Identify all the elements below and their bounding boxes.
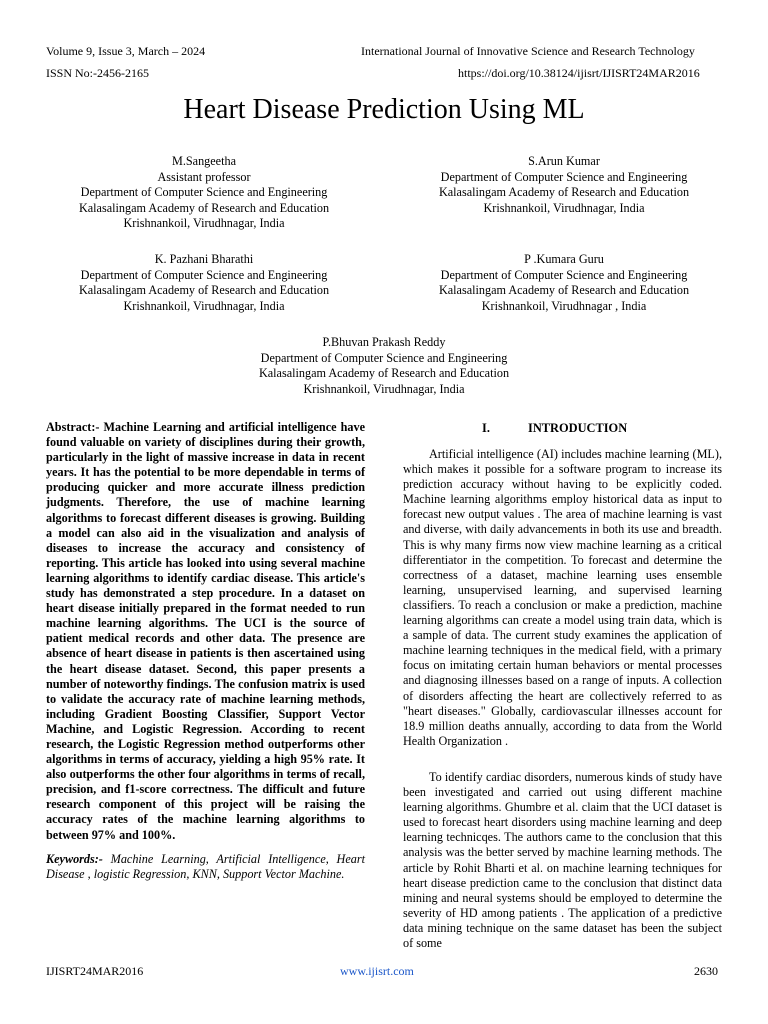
footer-website-link[interactable]: www.ijisrt.com: [340, 964, 414, 978]
section-number: I.: [482, 421, 490, 435]
author-department: Department of Computer Science and Engineering: [80, 267, 328, 282]
intro-paragraph-2: To identify cardiac disorders, numerous kinds of study have been investigated and carried out using different machine learning algorithms. Ghumbre et al. claim that the UCI dataset is used to forecast heart disorders using machine learning and deep learning technicqes. The authors came to the conclusion that this analysis was the better served by machine learning methods. The article by Rohit Bharti et al. on machine learning techniques for heart disease prediction came to the conclusion that distinct data mining and neural systems should be employed to determine the severity of HD among patients . The application of a predictive data mining technique on the same dataset has been the subject of some: [403, 770, 722, 951]
keywords-label: Keywords:-: [46, 852, 103, 866]
author-institution: Kalasalingam Academy of Research and Education: [258, 366, 510, 380]
author-block-1: [34, 154, 374, 232]
author-name: S.Arun Kumar: [528, 154, 600, 168]
author-block-3: [34, 252, 374, 314]
author-location: Krishnankoil, Virudhnagar, India: [123, 298, 285, 313]
author-institution: Kalasalingam Academy of Research and Education: [438, 185, 690, 199]
author-name: P.Bhuvan Prakash Reddy: [322, 335, 446, 349]
section-title: INTRODUCTION: [528, 421, 628, 435]
author-department: Department of Computer Science and Engineering: [80, 185, 328, 199]
author-institution: Kalasalingam Academy of Research and Education: [78, 283, 330, 297]
keywords-list: Machine Learning, Artificial Intelligence, Heart Disease , logistic Regression, KNN, Support Vector Machine.: [46, 852, 365, 882]
header-journal: International Journal of Innovative Science and Research Technology: [361, 44, 695, 58]
author-location: Krishnankoil, Virudhnagar, India: [123, 216, 285, 230]
author-block-5: [214, 335, 554, 397]
header-volume: Volume 9, Issue 3, March – 2024: [46, 44, 206, 58]
header-issn: ISSN No:-2456-2165: [46, 66, 150, 80]
keywords-paragraph: [46, 852, 365, 882]
author-department: Department of Computer Science and Engineering: [440, 267, 688, 282]
header-doi[interactable]: https://doi.org/10.38124/ijisrt/IJISRT24MAR2016: [458, 66, 700, 80]
intro-paragraph-1: Artificial intelligence (AI) includes machine learning (ML), which makes it possible for a software program to increase its prediction accuracy without having to be explicitly coded. Machine learning algorithms employ historical data as input to forecast new output values . The area of machine learning is vast and diverse, with daily advancements in both its use and breadth. This is why many firms now view machine learning as a critical differentiator in the competition. To forecast and determine the correctness of a dataset, machine learning uses ensemble learning, unsupervised learning, and supervised learning classifiers. To reach a conclusion or make a prediction, machine learning algorithms can create a model using train data, which is a sample of data. The current study examines the application of machine learning techniques in the medical field, with a primary focus on imitating certain human behaviors or mental processes and diagnosing illnesses based on a range of inputs. A collection of disorders affecting the heart are collectively referred to as "heart diseases." Globally, cardiovascular illnesses account for 18.9 million deaths annually, according to data from the World Health Organization .: [403, 447, 722, 748]
author-position: Assistant professor: [157, 169, 251, 184]
author-location: Krishnankoil, Virudhnagar , India: [481, 298, 647, 313]
author-location: Krishnankoil, Virudhnagar, India: [303, 381, 465, 396]
author-institution: Kalasalingam Academy of Research and Education: [78, 200, 330, 215]
author-institution: Kalasalingam Academy of Research and Education: [438, 283, 690, 297]
footer-paper-id: IJISRT24MAR2016: [46, 964, 144, 978]
footer-page-number: 2630: [694, 964, 718, 978]
author-department: Department of Computer Science and Engineering: [440, 169, 688, 184]
paper-title: Heart Disease Prediction Using ML: [183, 94, 585, 125]
author-block-2: [394, 154, 734, 216]
author-department: Department of Computer Science and Engineering: [260, 350, 508, 365]
author-name: M.Sangeetha: [172, 154, 236, 168]
author-name: K. Pazhani Bharathi: [154, 252, 254, 266]
author-location: Krishnankoil, Virudhnagar, India: [483, 200, 645, 215]
author-block-4: [394, 252, 734, 314]
abstract-text: Abstract:- Machine Learning and artificial intelligence have found valuable on variety of disciplines during their growth, particularly in the light of massive increase in data in recent years. It has the potential to be more dependable in terms of producing quicker and more accurate illness prediction judgments. Therefore, the use of machine learning algorithms to forecast different diseases is growing. Building a model can also aid in the visualization and analysis of diseases to increase the accuracy and consistency of reporting. This article has looked into using several machine learning algorithms to identify cardiac disease. This article's study has demonstrated a step procedure. In a dataset on heart disease initially prepared in the format needed to run machine learning algorithms. The UCI is the source of patient medical records and other data. The presence are absence of heart disease in patients is then ascertained using the heart disease dataset. Second, this paper presents a number of noteworthy findings. The confusion matrix is used to validate the accuracy rate of machine learning methods, including Gradient Boosting Classifier, Support Vector Machine, and Logistic Regression. According to recent research, the Logistic Regression method outperforms other algorithms in terms of accuracy, yielding a high 95% rate. It also outperforms the other four algorithms in terms of recall, precision, and f1-score correctness. The difficult and future research component of this project will be raising the accuracy rates of the machine learning algorithms to between 97% and 100%.: [46, 420, 365, 842]
author-name: P .Kumara Guru: [524, 252, 604, 266]
